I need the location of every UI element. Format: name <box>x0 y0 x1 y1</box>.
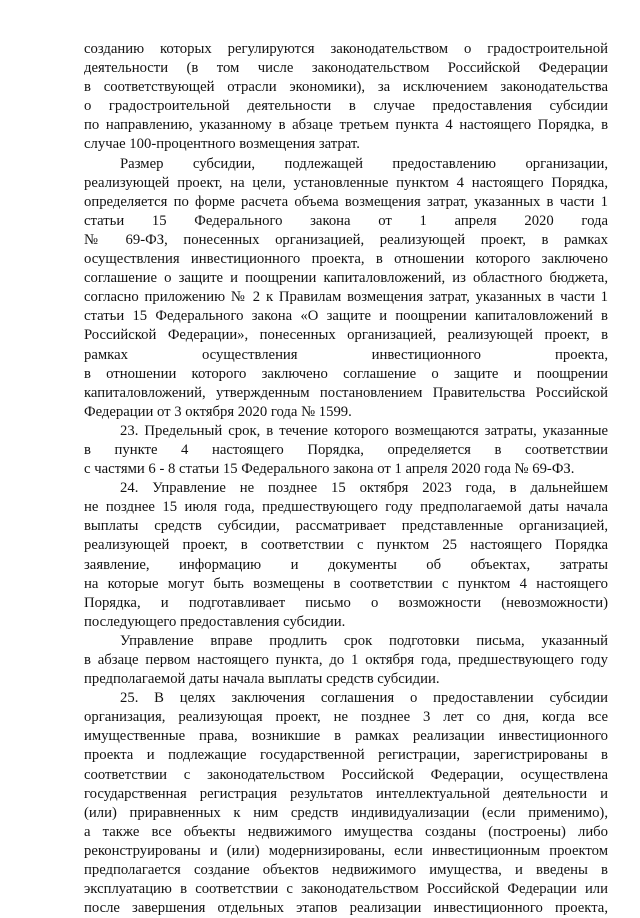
text-line: статьи 15 Федерального закона «О защите и поощрении капиталовложений в <box>84 308 608 325</box>
text-line: на которые могут быть возмещены в соответствии с пунктом 4 настоящего <box>84 575 608 592</box>
paragraph-23 <box>84 422 608 479</box>
text-line: предполагаемой даты начала выплаты средств субсидии. <box>84 671 440 688</box>
text-line: а также все объекты недвижимого имущества созданы (построены) либо <box>84 823 608 840</box>
text-line: в отношении которого заключено соглашение о защите и поощрении <box>84 365 608 382</box>
text-line: о градостроительной деятельности в случае предоставления субсидии <box>84 98 608 115</box>
paragraph-size <box>84 155 608 422</box>
text-line: заявление, информацию и документы об объектах, затраты <box>84 556 608 573</box>
text-line: капиталовложений, утвержденным постановлением Правительства Российской <box>84 384 608 401</box>
text-line: статьи 15 Федерального закона от 1 апреля 2020 года <box>84 212 608 229</box>
document-body <box>84 40 608 918</box>
text-line: определяется по форме расчета объема возмещения затрат, указанных в части 1 <box>84 193 608 210</box>
paragraph-25 <box>84 689 608 918</box>
text-line: проекта и подлежащие государственной регистрации, зарегистрированы в <box>84 747 608 764</box>
paragraph-24 <box>84 479 608 632</box>
text-line: созданию которых регулируются законодательством о градостроительной <box>84 41 608 57</box>
text-line: согласно приложению № 2 к Правилам возмещения затрат, указанных в части 1 <box>84 289 608 306</box>
text-line: № 69-ФЗ, понесенных организацией, реализующей проект, в рамках <box>84 231 608 248</box>
text-line: Порядка, и подготавливает письмо о возможности (невозможности) <box>84 594 608 611</box>
text-line: в соответствующей отрасли экономики), за исключением законодательства <box>84 79 608 96</box>
text-line: последующего предоставления субсидии. <box>84 613 346 630</box>
text-line: деятельности (в том числе законодательством Российской Федерации <box>84 60 608 77</box>
text-line: государственная регистрация результатов интеллектуальной деятельности и <box>84 785 608 802</box>
text-line: эксплуатацию в соответствии с законодательством Российской Федерации или <box>84 881 608 898</box>
text-line: случае 100-процентного возмещения затрат. <box>84 136 360 153</box>
text-line: с частями 6 - 8 статьи 15 Федерального закона от 1 апреля 2020 года № 69-ФЗ. <box>84 461 575 478</box>
text-line: реализующей проект, в соответствии с пунктом 25 настоящего Порядка <box>84 537 608 554</box>
text-line: Управление вправе продлить срок подготовки письма, указанный <box>120 632 608 649</box>
text-line: осуществления инвестиционного проекта, в отношении которого заключено <box>84 251 608 268</box>
text-line: 24. Управление не позднее 15 октября 2023 года, в дальнейшем <box>120 480 608 497</box>
text-line: соглашение о защите и поощрении капиталовложений, из областного бюджета, <box>84 270 608 287</box>
text-line: (или) приравненных к ним средств индивидуализации (если применимо), <box>84 804 608 821</box>
paragraph-24-extend <box>84 632 608 689</box>
text-line: рамках осуществления инвестиционного проекта, <box>84 346 608 363</box>
text-line: Российской Федерации», понесенных организацией, реализующей проект, в <box>84 327 608 344</box>
text-line: реализующей проект, на цели, установленные пунктом 4 настоящего Порядка, <box>84 174 608 191</box>
text-line: в абзаце первом настоящего пункта, до 1 октября года, предшествующего году <box>84 652 608 668</box>
text-line: в пункте 4 настоящего Порядка, определяется в соответствии <box>84 441 608 458</box>
text-line: имущественные права, возникшие в рамках реализации инвестиционного <box>84 728 608 745</box>
text-line: 25. В целях заключения соглашения о предоставлении субсидии <box>120 690 608 707</box>
text-line: Федерации от 3 октября 2020 года № 1599. <box>84 403 352 420</box>
text-line: Размер субсидии, подлежащей предоставлению организации, <box>120 155 608 172</box>
text-line: не позднее 15 июля года, предшествующего году предполагаемой даты начала <box>84 499 608 516</box>
text-line: соответствии с законодательством Российской Федерации, осуществлена <box>84 766 608 783</box>
text-line: предполагается создание объектов недвижимого имущества, и введены в <box>84 862 608 879</box>
text-line: 23. Предельный срок, в течение которого возмещаются затраты, указанные <box>120 422 608 439</box>
text-line: по направлению, указанному в абзаце третьем пункта 4 настоящего Порядка, в <box>84 117 608 134</box>
text-line: организация, реализующая проект, не позднее 3 лет со дня, когда все <box>84 709 608 726</box>
text-line: выплаты средств субсидии, рассматривает представленные организацией, <box>84 518 608 535</box>
text-line: после завершения отдельных этапов реализации инвестиционного проекта, <box>84 900 608 917</box>
paragraph-continuation <box>84 40 608 155</box>
text-line: реконструированы и (или) модернизированы, если инвестиционным проектом <box>84 842 608 859</box>
